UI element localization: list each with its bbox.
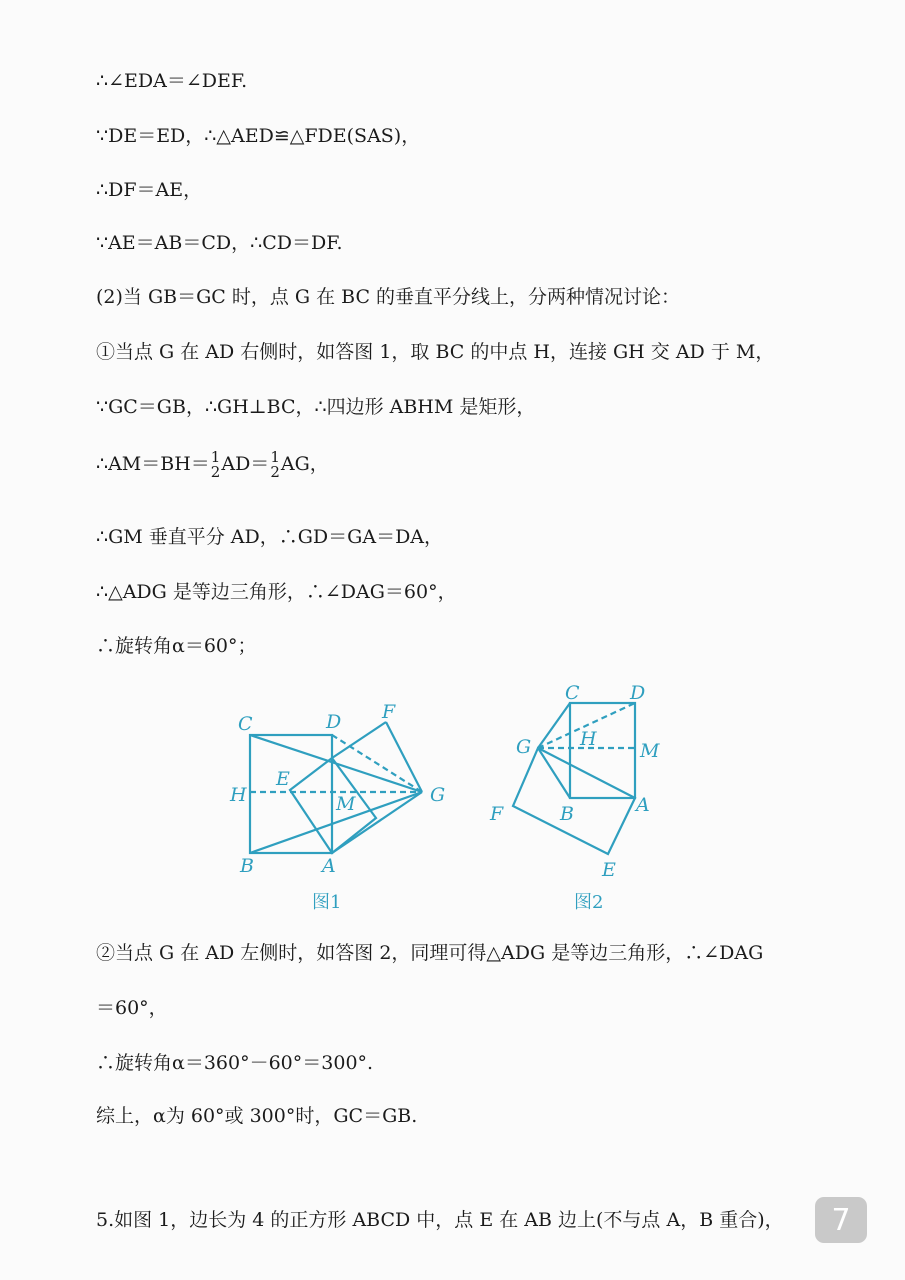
fig1-label-m: M xyxy=(336,793,356,815)
fig2-label-g: G xyxy=(516,736,532,758)
text-line: ∴旋转角α＝360°－60°＝300°. xyxy=(96,1052,374,1074)
fraction-line-part: ∴AM＝BH＝ xyxy=(96,453,210,475)
fraction-numerator: 1 xyxy=(210,448,221,466)
fig2-label-b: B xyxy=(560,803,574,825)
text-line: ∴GM 垂直平分 AD，∴GD＝GA＝DA， xyxy=(96,526,444,548)
rotated-square-2 xyxy=(513,748,635,854)
fig2-caption: 图2 xyxy=(574,892,604,913)
fig1-label-h: H xyxy=(230,784,247,806)
fig1-label-f: F xyxy=(382,701,396,723)
fig1-label-c: C xyxy=(238,713,253,735)
page-number-badge: 7 xyxy=(815,1197,867,1243)
fraction-denominator: 2 xyxy=(270,463,280,481)
text-line: 5.如图 1，边长为 4 的正方形 ABCD 中，点 E 在 AB 边上(不与点 A，B 重合)， xyxy=(96,1209,784,1231)
fraction-line-part: AG， xyxy=(280,453,329,475)
fig2-label-f: F xyxy=(490,803,504,825)
segment-gc xyxy=(538,703,570,748)
text-line: (2)当 GB＝GC 时，点 G 在 BC 的垂直平分线上，分两种情况讨论： xyxy=(96,286,681,308)
fraction-line-part: AD＝ xyxy=(221,453,270,475)
fig2-label-h: H xyxy=(580,728,597,750)
text-line: ①当点 G 在 AD 右侧时，如答图 1，取 BC 的中点 H，连接 GH 交 AD 于 M， xyxy=(96,341,775,363)
fig2-label-a: A xyxy=(636,794,650,816)
text-line: ∵GC＝GB，∴GH⊥BC，∴四边形 ABHM 是矩形， xyxy=(96,396,536,418)
fraction-denominator: 2 xyxy=(210,463,221,481)
text-line: ∴△ADG 是等边三角形，∴∠DAG＝60°， xyxy=(96,581,457,603)
fig1-caption: 图1 xyxy=(312,892,342,913)
fig2-label-c: C xyxy=(565,682,580,704)
fig1-label-a: A xyxy=(322,855,336,877)
figure-2 xyxy=(513,703,635,854)
text-line: ∴DF＝AE， xyxy=(96,179,203,201)
text-line: 综上，α为 60°或 300°时，GC＝GB. xyxy=(96,1105,418,1127)
fig1-label-d: D xyxy=(326,711,342,733)
fig1-label-b: B xyxy=(240,855,254,877)
text-line: ∵DE＝ED，∴△AED≌△FDE(SAS)， xyxy=(96,125,421,147)
fig2-label-e: E xyxy=(602,859,616,881)
text-line: ＝60°， xyxy=(96,997,168,1019)
fraction-numerator: 1 xyxy=(270,448,280,466)
fig1-label-g: G xyxy=(430,784,446,806)
text-line: ②当点 G 在 AD 左侧时，如答图 2，同理可得△ADG 是等边三角形，∴∠DAG xyxy=(96,942,764,964)
text-line: ∴旋转角α＝60°； xyxy=(96,635,257,657)
text-line: ∵AE＝AB＝CD，∴CD＝DF. xyxy=(96,232,343,254)
fig2-label-d: D xyxy=(630,682,646,704)
text-line: ∴∠EDA＝∠DEF. xyxy=(96,70,248,92)
fig1-label-e: E xyxy=(276,768,290,790)
fig2-label-m: M xyxy=(640,740,660,762)
